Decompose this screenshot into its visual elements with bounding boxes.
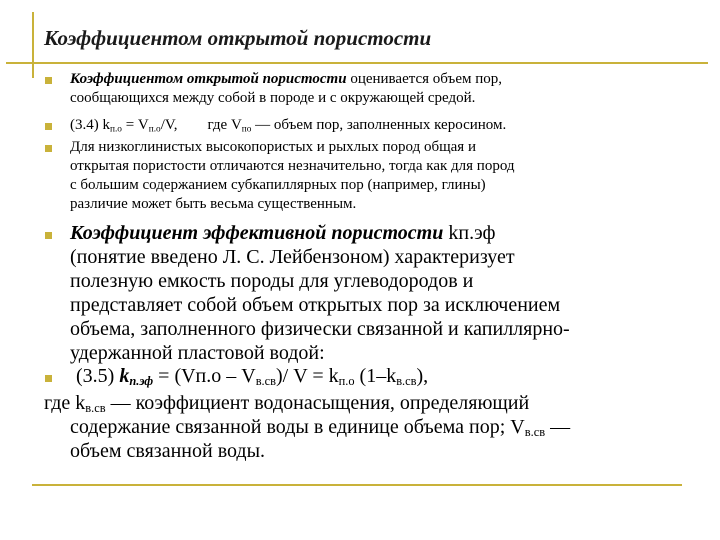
- accent-vertical-line: [32, 12, 34, 78]
- item1-term: Коэффициентом открытой пористости: [70, 71, 347, 87]
- item5-sub1: в.св: [255, 374, 277, 389]
- item6-line1: [44, 391, 529, 415]
- title-underline: [6, 62, 708, 64]
- item5-sub3: в.св: [396, 374, 417, 389]
- bullet-square-icon: [45, 77, 52, 84]
- bullet-square-icon: [45, 123, 52, 130]
- item5-eq: = (Vп.о – V: [153, 365, 256, 387]
- bottom-rule: [32, 484, 682, 486]
- item6-line3: объем связанной воды.: [70, 440, 266, 462]
- item5-sub2: п.о: [338, 374, 355, 389]
- item2-prefix: (3.4) k: [70, 117, 110, 133]
- bullet-square-icon: [45, 375, 52, 382]
- item5-end: ),: [416, 365, 429, 387]
- item4-line5: объема, заполненного физически связанной и капиллярно-: [70, 318, 570, 340]
- item1-line2: сообщающихся между собой в породе и с окружающей средой.: [70, 90, 476, 106]
- item2-sub1: п.о: [110, 124, 122, 135]
- item5-mid: )/ V = k: [276, 365, 339, 387]
- item6-line2: [70, 415, 570, 439]
- item2-formula: [70, 116, 506, 135]
- item3-line3: с большим содержанием субкапиллярных пор (например, глины): [70, 177, 486, 193]
- item5-formula: [76, 364, 428, 388]
- item4-line6: удержанной пластовой водой:: [70, 342, 325, 364]
- bullet-square-icon: [45, 232, 52, 239]
- item4-line1-rest: kп.эф: [443, 222, 496, 244]
- item2-rest: /V, где V: [160, 117, 242, 133]
- item2-mid: = V: [121, 117, 149, 133]
- item4-line1: [70, 221, 496, 245]
- item3-line2: открытая пористости отличаются незначительно, тогда как для пород: [70, 158, 515, 174]
- item2-sub2: п.о: [148, 124, 161, 135]
- item1-line1: [70, 70, 502, 89]
- item6-line2-a: содержание связанной воды в единице объема пор; V: [70, 416, 525, 438]
- item3-line4: различие может быть весьма существенным.: [70, 196, 357, 212]
- item5-ksub: п.эф: [129, 374, 154, 389]
- item6-line1-rest: — коэффициент водонасыщения, определяющий: [105, 392, 530, 414]
- item2-tail: — объем пор, заполненных керосином.: [251, 117, 507, 133]
- item6-sub1: в.св: [85, 401, 106, 416]
- item4-line4: представляет собой объем открытых пор за исключением: [70, 294, 561, 316]
- item6-line2-b: —: [545, 416, 571, 438]
- item5-mid2: (1–k: [354, 365, 397, 387]
- slide-title: Коэффициентом открытой пористости: [44, 26, 432, 50]
- bullet-square-icon: [45, 145, 52, 152]
- item5-k: k: [119, 365, 130, 387]
- item4-term: Коэффициент эффективной пористости: [70, 222, 444, 244]
- item4-line3: полезную емкость породы для углеводородов и: [70, 270, 474, 292]
- item3-line1: Для низкоглинистых высокопористых и рыхлых пород общая и: [70, 139, 476, 155]
- item4-line2: (понятие введено Л. С. Лейбензоном) характеризует: [70, 246, 515, 268]
- item5-prefix: (3.5): [76, 365, 120, 387]
- item2-sub3: по: [241, 124, 252, 135]
- item6-sub2: в.св: [524, 425, 546, 440]
- item6-prefix: где k: [44, 392, 86, 414]
- item1-line1-rest: оценивается объем пор,: [346, 71, 502, 87]
